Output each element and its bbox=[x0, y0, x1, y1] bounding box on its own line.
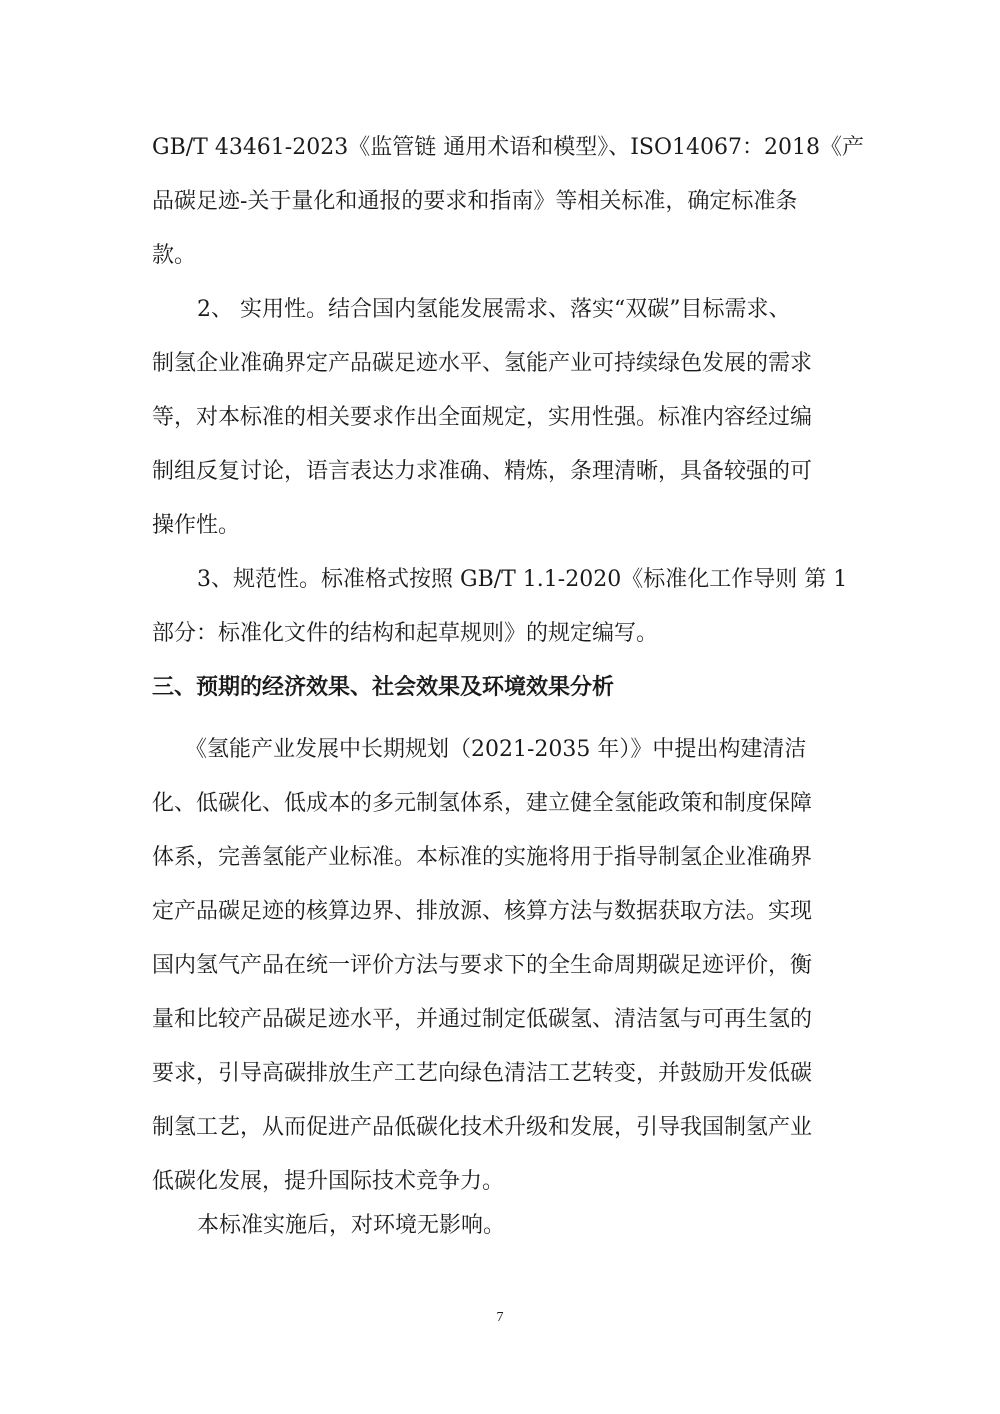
text-line: 定产品碳足迹的核算边界、排放源、核算方法与数据获取方法。实现 bbox=[152, 899, 813, 924]
text-line: 制氢工艺，从而促进产品低碳化技术升级和发展，引导我国制氢产业 bbox=[152, 1115, 813, 1140]
text-line: 2、 实用性。结合国内氢能发展需求、落实“双碳”目标需求、 bbox=[197, 297, 791, 322]
text-line: 国内氢气产品在统一评价方法与要求下的全生命周期碳足迹评价，衡 bbox=[152, 953, 813, 978]
text-line: 制组反复讨论，语言表达力求准确、精炼，条理清晰，具备较强的可 bbox=[152, 459, 813, 484]
text-line: 体系，完善氢能产业标准。本标准的实施将用于指导制氢企业准确界 bbox=[152, 845, 813, 870]
text-line: 等，对本标准的相关要求作出全面规定，实用性强。标准内容经过编 bbox=[152, 405, 813, 430]
text-line: 量和比较产品碳足迹水平，并通过制定低碳氢、清洁氢与可再生氢的 bbox=[152, 1007, 813, 1032]
text-line: 化、低碳化、低成本的多元制氢体系，建立健全氢能政策和制度保障 bbox=[152, 791, 813, 816]
text-line: 制氢企业准确界定产品碳足迹水平、氢能产业可持续绿色发展的需求 bbox=[152, 351, 813, 376]
text-line: 品碳足迹-关于量化和通报的要求和指南》等相关标准，确定标准条 bbox=[152, 189, 798, 214]
text-line: 低碳化发展，提升国际技术竞争力。 bbox=[152, 1169, 505, 1194]
text-line: 款。 bbox=[152, 243, 197, 268]
text-line: 本标准实施后，对环境无影响。 bbox=[197, 1213, 506, 1238]
text-line: 3、规范性。标准格式按照 GB/T 1.1-2020《标准化工作导则 第 1 bbox=[197, 567, 848, 592]
page-number: 7 bbox=[496, 1310, 504, 1325]
text-line: 部分：标准化文件的结构和起草规则》的规定编写。 bbox=[152, 621, 659, 646]
text-line: 《氢能产业发展中长期规划（2021-2035 年）》中提出构建清洁 bbox=[185, 737, 807, 762]
text-line: GB/T 43461-2023《监管链 通用术语和模型》、ISO14067：2018《产 bbox=[152, 135, 864, 160]
section-heading: 三、预期的经济效果、社会效果及环境效果分析 bbox=[152, 675, 615, 700]
text-line: 操作性。 bbox=[152, 513, 241, 538]
text-line: 要求，引导高碳排放生产工艺向绿色清洁工艺转变，并鼓励开发低碳 bbox=[152, 1061, 813, 1086]
